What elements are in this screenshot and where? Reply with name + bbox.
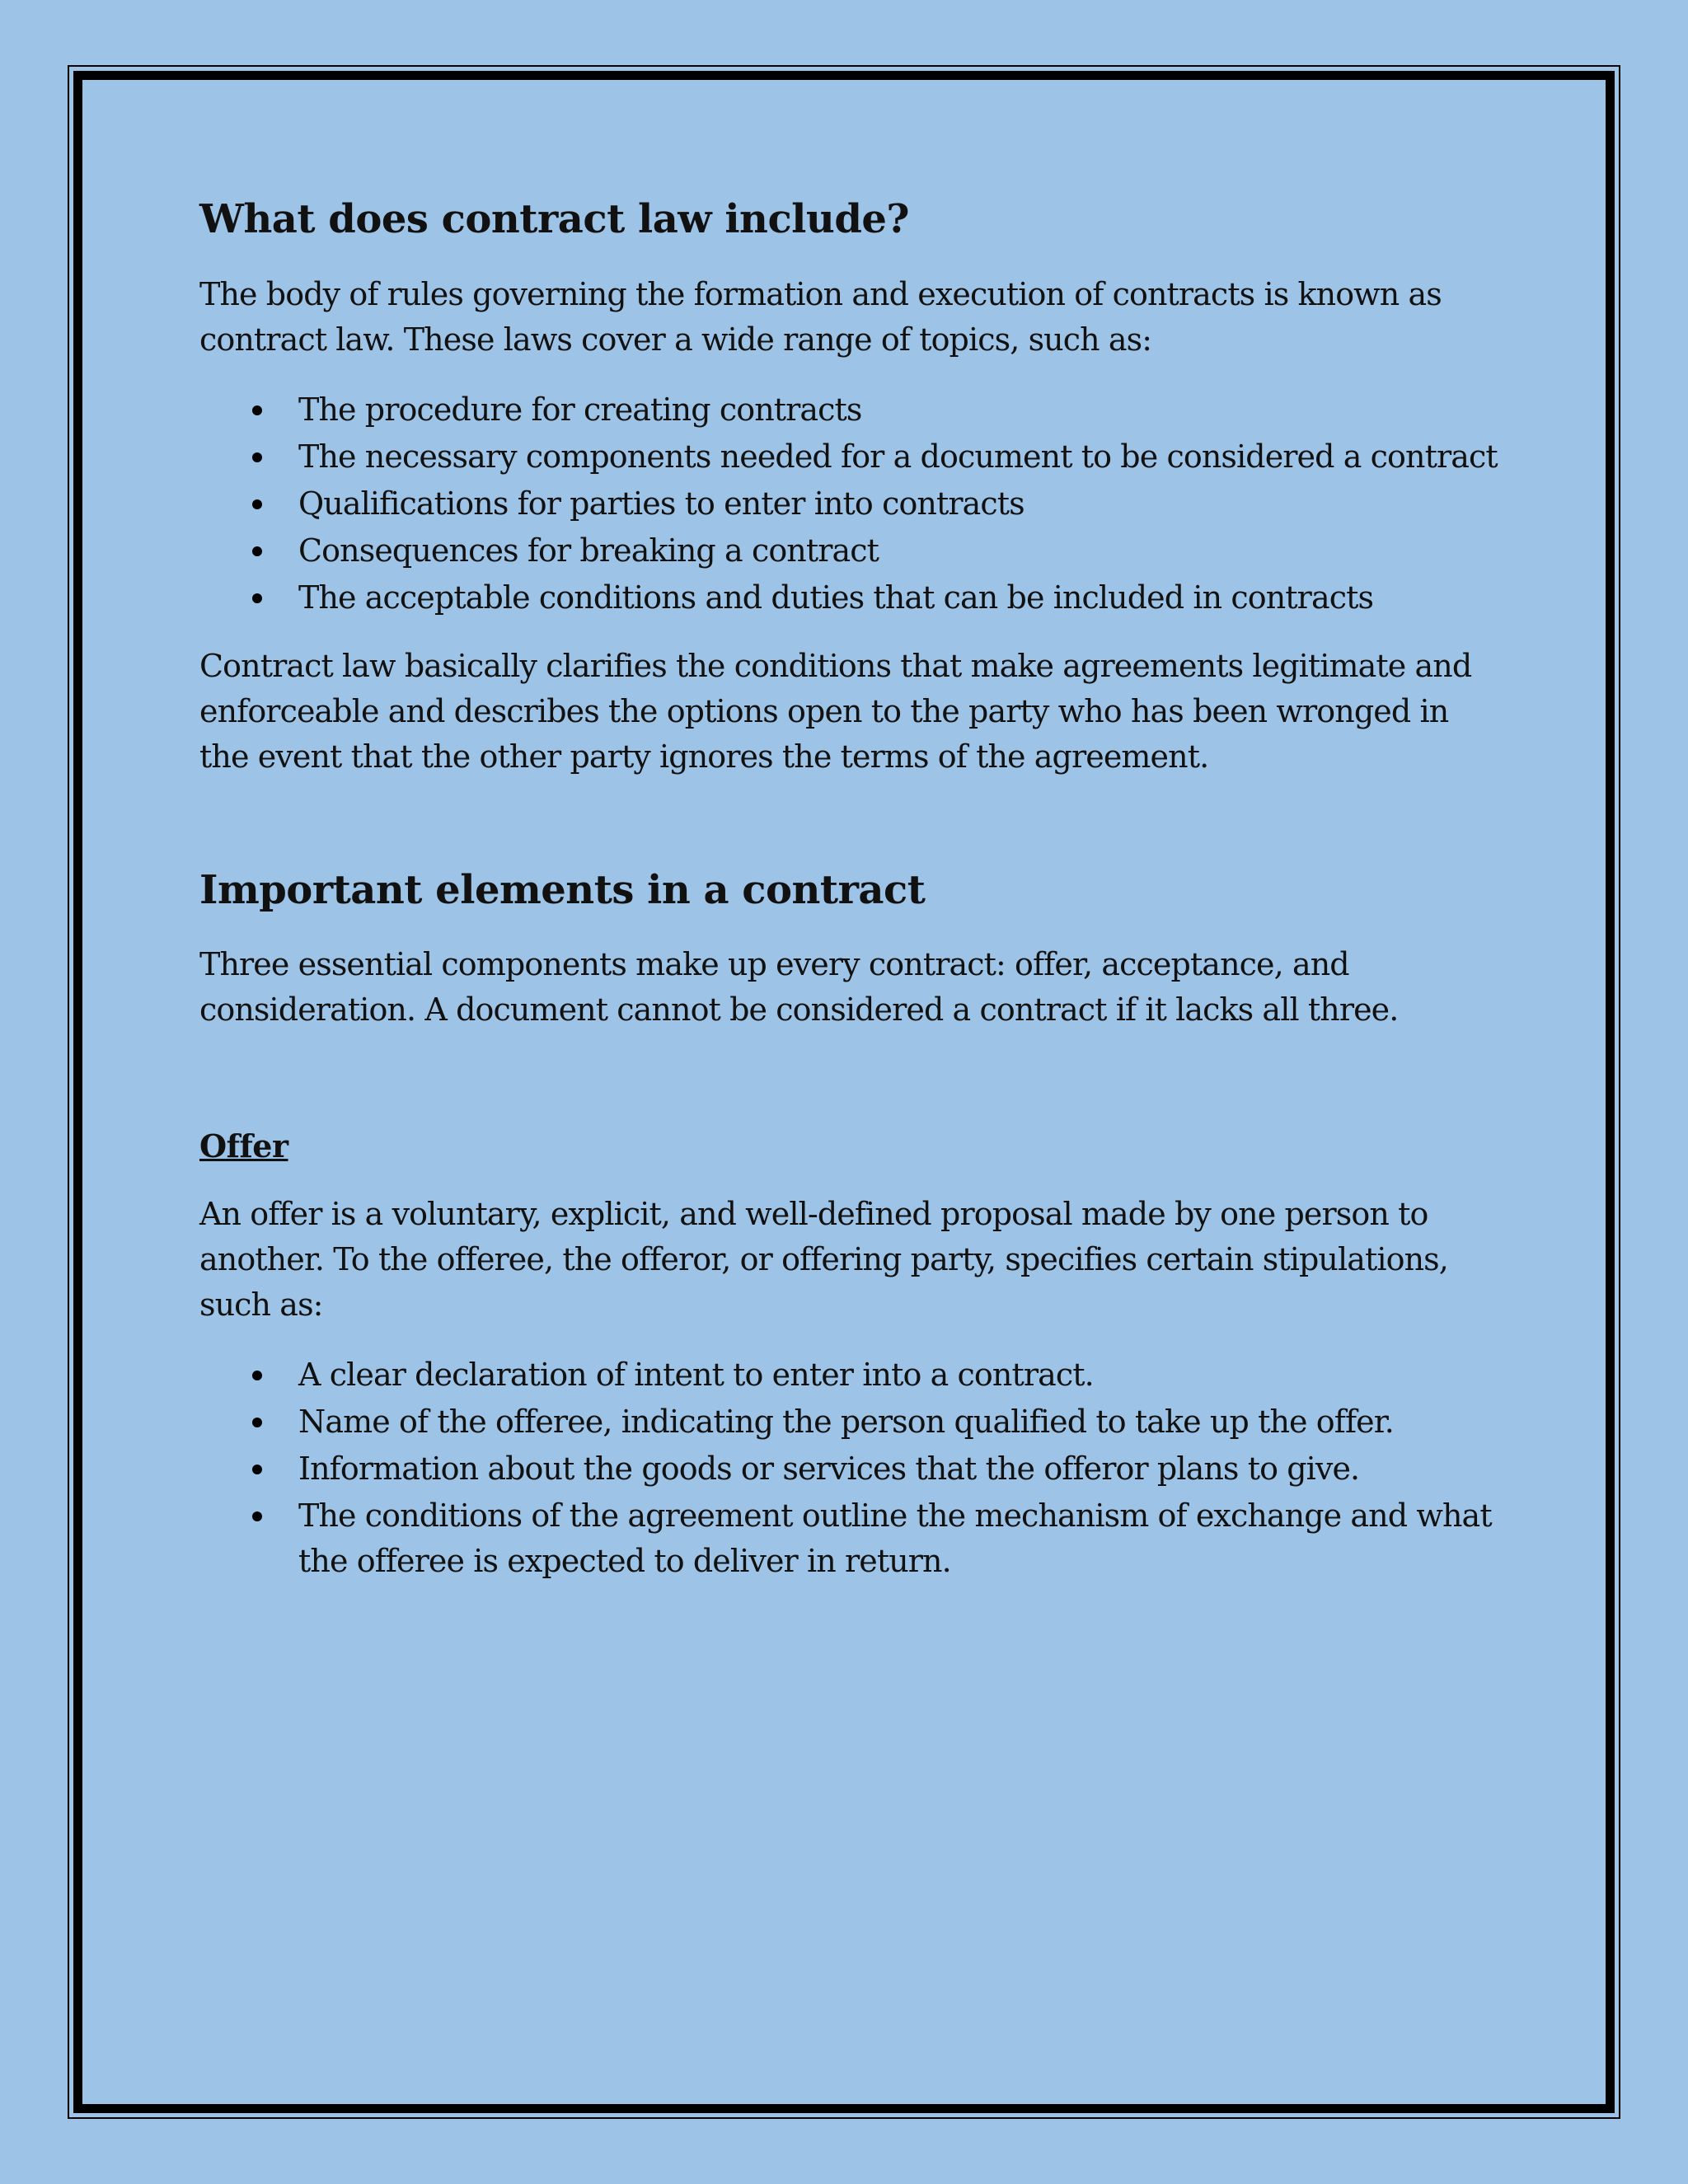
list-item	[199, 528, 1502, 574]
heading-offer: Offer	[199, 1127, 288, 1165]
bullet-icon	[252, 452, 262, 462]
list-item-text: Information about the goods or services that the offeror plans to give.	[298, 1451, 1360, 1488]
list-item	[199, 1352, 1502, 1398]
paragraph-contract-law-summary: Contract law basically clarifies the conditions that make agreements legitimate and enforceable and describes the options open to the party who has been wronged in the event that the other party ignores the terms of the agreement.	[199, 647, 1472, 775]
bullet-icon	[252, 499, 262, 509]
list-item	[199, 1399, 1502, 1445]
heading-contract-law: What does contract law include?	[199, 196, 910, 242]
bullet-icon	[252, 593, 262, 603]
list-offer-stipulations	[199, 1352, 1502, 1584]
bullet-icon	[252, 1511, 262, 1521]
paragraph-offer: An offer is a voluntary, explicit, and well-defined proposal made by one person to another. To the offeree, the offeror, or offering party, specifies certain stipulations, such as:	[199, 1196, 1448, 1324]
bullet-icon	[252, 405, 262, 415]
list-item-text: The acceptable conditions and duties that can be included in contracts	[298, 579, 1374, 616]
list-item	[199, 1493, 1502, 1584]
list-item-text: Qualifications for parties to enter into contracts	[298, 485, 1025, 522]
bullet-icon	[252, 546, 262, 556]
bullet-icon	[252, 1371, 262, 1380]
list-item-text: Consequences for breaking a contract	[298, 532, 879, 569]
list-item-text: The conditions of the agreement outline the mechanism of exchange and what the offeree is expected to deliver in return.	[298, 1497, 1492, 1580]
document-content	[199, 196, 1502, 1586]
list-item	[199, 387, 1502, 433]
bullet-icon	[252, 1465, 262, 1474]
bullet-icon	[252, 1418, 262, 1427]
list-item	[199, 481, 1502, 527]
list-item-text: A clear declaration of intent to enter into a contract.	[298, 1357, 1094, 1394]
list-item	[199, 434, 1502, 480]
paragraph-important-elements: Three essential components make up every contract: offer, acceptance, and consideration. A document cannot be considered a contract if it lacks all three.	[199, 946, 1399, 1029]
list-item	[199, 575, 1502, 621]
list-contract-law-topics	[199, 387, 1502, 621]
list-item-text: Name of the offeree, indicating the person qualified to take up the offer.	[298, 1404, 1394, 1441]
paragraph-contract-law-intro: The body of rules governing the formation and execution of contracts is known as contract law. These laws cover a wide range of topics, such as:	[199, 275, 1442, 358]
list-item-text: The procedure for creating contracts	[298, 391, 862, 428]
heading-important-elements: Important elements in a contract	[199, 866, 926, 913]
list-item	[199, 1446, 1502, 1492]
list-item-text: The necessary components needed for a document to be considered a contract	[298, 438, 1498, 475]
